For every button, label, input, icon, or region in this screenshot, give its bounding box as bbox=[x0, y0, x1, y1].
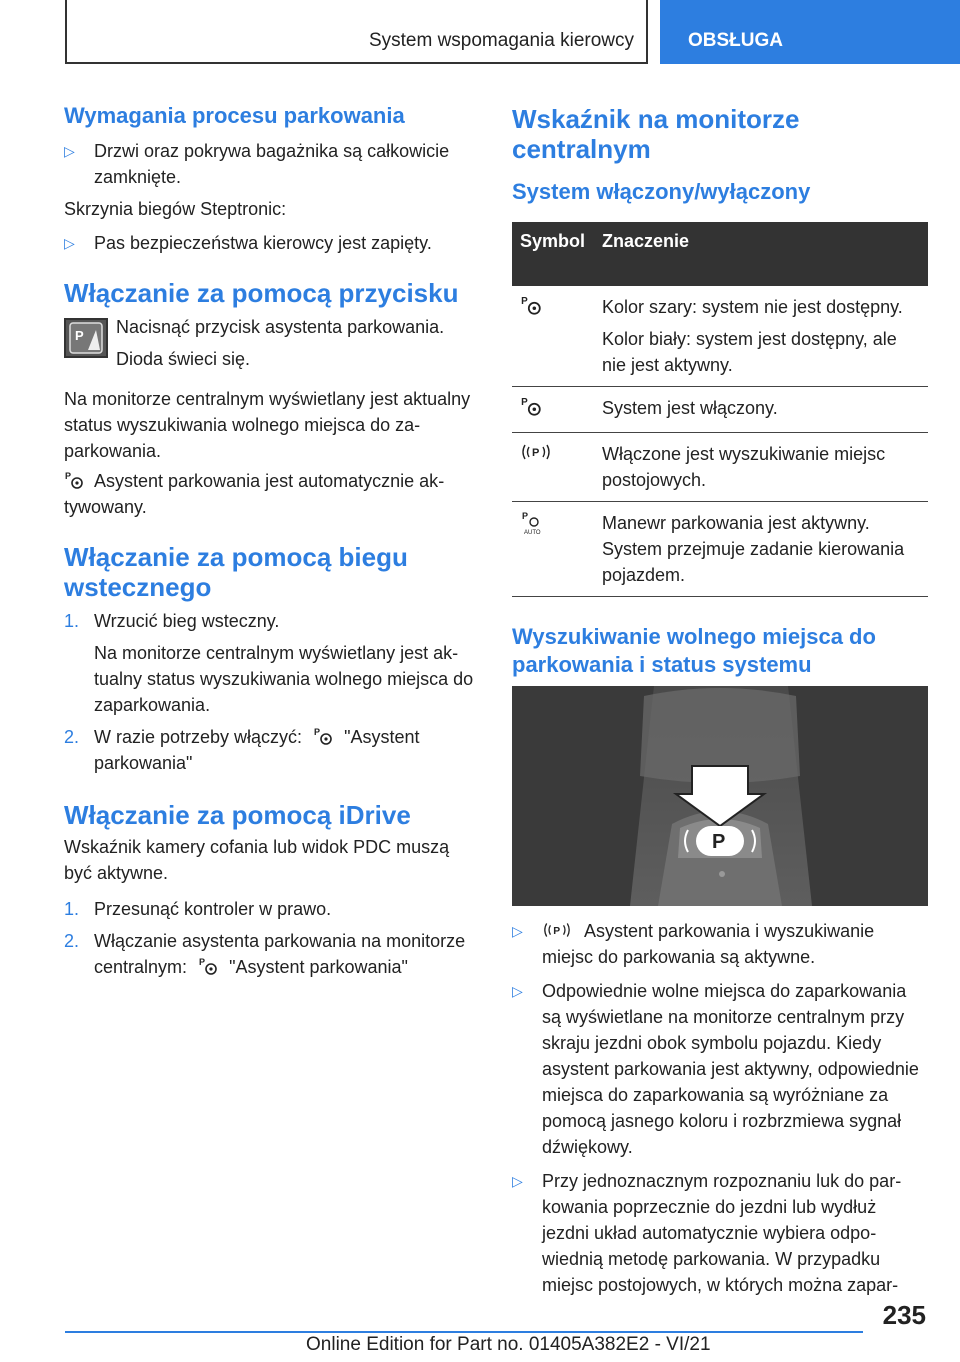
triangle-bullet-icon: ▷ bbox=[512, 983, 523, 999]
button-activation-heading: Włączanie za pomocą przycisku bbox=[64, 278, 459, 308]
meaning-cell: System jest włączony. bbox=[594, 387, 928, 433]
symbol-cell bbox=[512, 502, 594, 597]
button-instruction: Nacisnąć przycisk asystenta parkowania. bbox=[116, 317, 445, 337]
symbol-cell bbox=[512, 433, 594, 502]
list-item: ▷ P Asystent parkowania i wyszukiwanie miejsc do parkowania są aktywne. bbox=[512, 918, 928, 970]
list-item: 2. Włączanie asystenta parkowania na monitorze centralnym: P "Asystent parkowania" bbox=[64, 931, 466, 977]
meaning-cell: Kolor szary: system nie jest dostępny. Kolor biały: system jest dostępny, ale nie jest aktywny. bbox=[594, 286, 928, 387]
table-header-row bbox=[512, 222, 928, 286]
parking-assist-active-icon bbox=[520, 395, 542, 417]
button-activation-block bbox=[64, 314, 480, 372]
page-number: 235 bbox=[882, 1300, 926, 1330]
reverse-step1-detail: Na monitorze centralnym wyświetlany jest aktualny status wyszukiwania wolnego miejsca do zaparkowania. bbox=[94, 643, 474, 715]
svg-text:AUTO: AUTO bbox=[524, 530, 541, 536]
header-section-title: System wspomagania kierowcy bbox=[368, 30, 634, 51]
table-row bbox=[512, 387, 928, 433]
meaning-cell: Włączone jest wyszukiwanie miejsc postojowych. bbox=[594, 433, 928, 502]
footer-divider bbox=[65, 1331, 863, 1333]
list-item: ▷ Przy jednoznacznym rozpoznaniu luk do parkowania poprzecznie do jezdni lub wydłuż jezdni układ automatycznie wybiera odpowiednią metodę parkowania. W przypadku miejsc postojowych, w których można zapar- bbox=[512, 1168, 928, 1298]
meaning-cell: Manewr parkowania jest aktywny. System przejmuje zadanie kierowania pojazdem. bbox=[594, 502, 928, 597]
triangle-bullet-icon: ▷ bbox=[512, 923, 523, 939]
idrive-requirement: Wskaźnik kamery cofania lub widok PDC muszą być aktywne. bbox=[64, 837, 450, 883]
svg-text:P: P bbox=[521, 295, 528, 307]
parking-assist-icon bbox=[313, 726, 333, 746]
list-item: ▷ Odpowiednie wolne miejsca do zaparkowania są wyświetlane na monitorze centralnym przy skraju jezdni obok symbolu pojazdu. Kiedy asystent parkowania jest aktywny, odpowiednie miejsca do zaparkowania są wyróżniane za pomocą jasnego koloru i rozbrzmiewa sygnał dźwiękowy. bbox=[512, 978, 928, 1160]
left-column bbox=[64, 100, 480, 980]
svg-text:P: P bbox=[65, 471, 72, 481]
table-row bbox=[512, 502, 928, 597]
led-status: Dioda świeci się. bbox=[116, 349, 251, 369]
list-item: 1. Wrzucić bieg wsteczny. bbox=[64, 611, 280, 631]
parking-assist-gray-icon bbox=[520, 294, 542, 316]
symbol-cell bbox=[512, 387, 594, 433]
table-row bbox=[512, 286, 928, 387]
system-onoff-heading: System włączony/wyłączony bbox=[512, 179, 811, 204]
svg-text:P: P bbox=[75, 328, 84, 343]
svg-text:P: P bbox=[521, 396, 528, 408]
auto-activation-paragraph: P Asystent parkowania jest automatycznie aktywowany. bbox=[64, 471, 445, 517]
right-column bbox=[512, 100, 930, 679]
parking-assist-button-icon bbox=[64, 318, 108, 358]
svg-text:P: P bbox=[553, 925, 561, 937]
list-item: 2. W razie potrzeby włączyć: P "Asystent parkowania" bbox=[64, 727, 420, 773]
parking-assist-icon bbox=[198, 956, 218, 976]
svg-text:P: P bbox=[522, 511, 529, 521]
search-status-heading: Wyszukiwanie wolnego miejsca do parkowania i status systemu bbox=[512, 624, 876, 677]
list-item: ▷ Drzwi oraz pokrywa bagażnika są całkowicie zamknięte. bbox=[64, 138, 480, 190]
column-header-meaning: Znaczenie bbox=[594, 222, 928, 286]
symbol-table bbox=[512, 222, 928, 597]
triangle-bullet-icon: ▷ bbox=[64, 143, 75, 159]
symbol-cell bbox=[512, 286, 594, 387]
parking-search-icon bbox=[542, 920, 572, 940]
footer-edition: Online Edition for Part no. 01405A382E2 - VI/21 bbox=[306, 1334, 711, 1355]
requirements-heading: Wymagania procesu parkowania bbox=[64, 103, 405, 128]
list-item: ▷ Pas bezpieczeństwa kierowcy jest zapięty. bbox=[64, 230, 480, 256]
list-item: 1. Przesunąć kontroler w prawo. bbox=[64, 899, 332, 919]
svg-text:P: P bbox=[199, 957, 206, 967]
header-section-box bbox=[65, 0, 648, 64]
header-chapter-title: OBSŁUGA bbox=[688, 30, 783, 51]
parking-auto-icon bbox=[520, 510, 546, 536]
triangle-bullet-icon: ▷ bbox=[512, 1173, 523, 1189]
parking-search-icon bbox=[520, 441, 552, 463]
search-status-list bbox=[512, 918, 928, 1298]
svg-text:P: P bbox=[532, 447, 540, 459]
central-monitor-heading: Wskaźnik na monitorze centralnym bbox=[512, 104, 800, 164]
monitor-status-paragraph: Na monitorze centralnym wyświetlany jest aktualny status wyszukiwania wolnego miejsca do zaparkowania. bbox=[64, 389, 471, 461]
idrive-heading: Włączanie za pomocą iDrive bbox=[64, 800, 411, 830]
svg-text:P: P bbox=[314, 727, 321, 737]
triangle-bullet-icon: ▷ bbox=[64, 235, 75, 251]
header-chapter-tab bbox=[660, 0, 960, 64]
svg-text:P: P bbox=[712, 831, 726, 853]
parking-display-image bbox=[512, 686, 928, 906]
reverse-gear-heading: Włączanie za pomocą biegu wstecznego bbox=[64, 542, 408, 602]
table-row bbox=[512, 433, 928, 502]
parking-assist-icon bbox=[64, 470, 84, 490]
column-header-symbol: Symbol bbox=[512, 222, 594, 286]
steptronic-label: Skrzynia biegów Steptronic: bbox=[64, 199, 287, 219]
